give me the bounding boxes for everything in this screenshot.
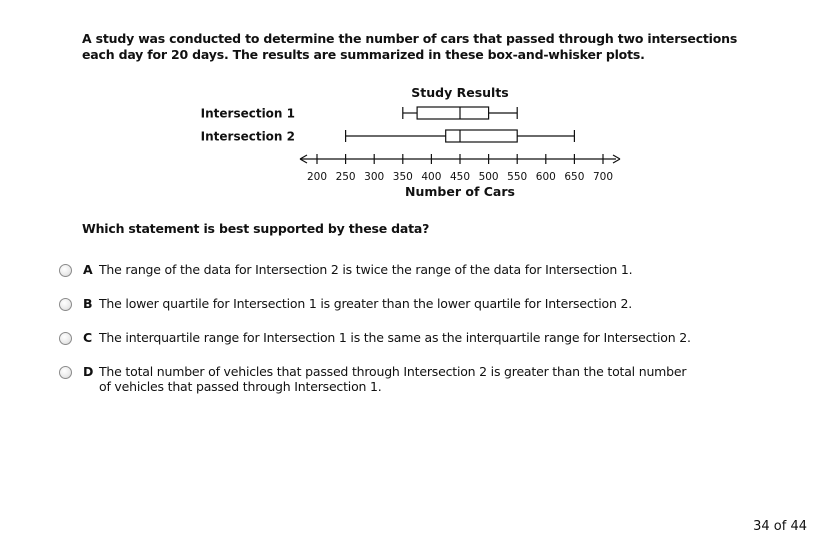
box-plot-chart <box>0 0 832 210</box>
radio-button-a[interactable] <box>59 264 72 277</box>
answer-option-d[interactable] <box>59 364 719 394</box>
tick-label: 400 <box>421 171 442 183</box>
intersection-1-label: Intersection 1 <box>200 106 295 121</box>
option-text-d: The total number of vehicles that passed through Intersection 2 is greater than the total number of vehicles that passed through Intersection 1. <box>99 364 687 394</box>
question-prompt: Which statement is best supported by these data? <box>82 221 430 236</box>
radio-button-d[interactable] <box>59 366 72 379</box>
tick-label: 550 <box>507 171 528 183</box>
option-text-c: The interquartile range for Intersection 1 is the same as the interquartile range for Intersection 2. <box>99 330 691 345</box>
intersection-2-box <box>446 130 518 142</box>
option-text-b: The lower quartile for Intersection 1 is greater than the lower quartile for Intersection 2. <box>99 296 632 311</box>
tick-label: 250 <box>335 171 356 183</box>
option-letter-c: C <box>83 330 92 345</box>
chart-title: Study Results <box>411 85 509 100</box>
x-axis-label: Number of Cars <box>405 184 515 199</box>
intersection-2-label: Intersection 2 <box>200 129 295 144</box>
answer-option-b[interactable] <box>59 296 719 311</box>
option-letter-d: D <box>83 364 94 379</box>
tick-label: 600 <box>535 171 556 183</box>
option-letter-b: B <box>83 296 93 311</box>
radio-button-b[interactable] <box>59 298 72 311</box>
option-text-a: The range of the data for Intersection 2 is twice the range of the data for Intersection 1. <box>99 262 633 277</box>
tick-label: 300 <box>364 171 385 183</box>
answer-option-a[interactable] <box>59 262 719 277</box>
tick-label: 650 <box>564 171 585 183</box>
tick-label: 500 <box>478 171 499 183</box>
tick-label: 700 <box>592 171 614 183</box>
intersection-1-box <box>417 107 489 119</box>
problem-intro: A study was conducted to determine the number of cars that passed through two intersections each day for 20 days. The results are summarized in these box-and-whisker plots. <box>82 31 738 62</box>
tick-label: 200 <box>306 171 328 183</box>
tick-label: 350 <box>392 171 413 183</box>
answer-option-c[interactable] <box>59 330 719 345</box>
tick-label: 450 <box>449 171 471 183</box>
option-letter-a: A <box>83 262 93 277</box>
radio-button-c[interactable] <box>59 332 72 345</box>
page-indicator: 34 of 44 <box>753 519 807 534</box>
